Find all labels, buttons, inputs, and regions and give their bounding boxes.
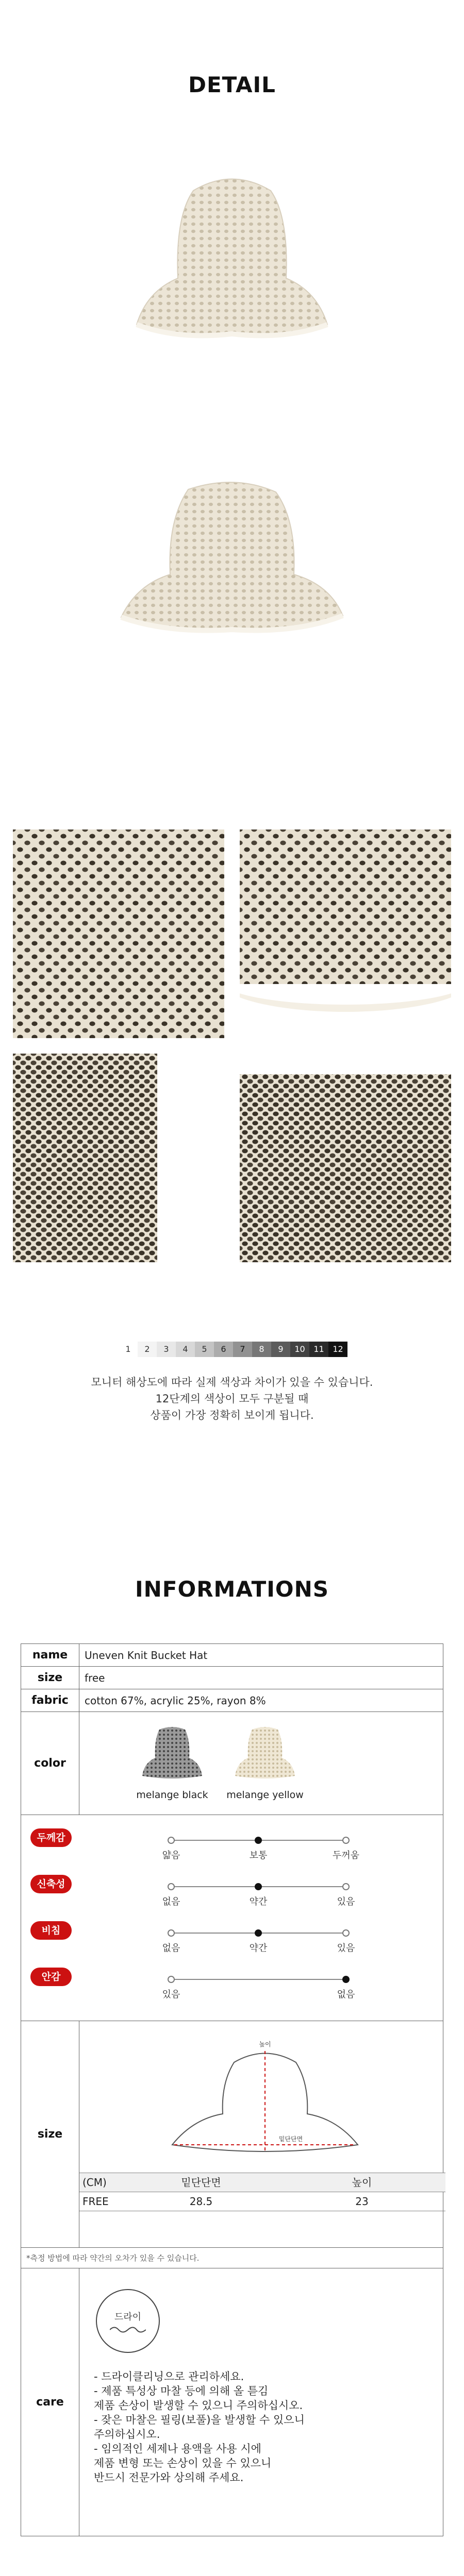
attr-thickness-level-2: 보통 (249, 1850, 268, 1861)
care-line: 반드시 전문가와 상의해 주세요. (94, 2471, 244, 2484)
knit-closeup-4 (240, 1054, 451, 1262)
knit-closeup-3 (13, 1054, 224, 1262)
attr-sheerness-level-1: 없음 (162, 1943, 180, 1954)
scale-step: 9 (271, 1342, 290, 1357)
size-cell (79, 2021, 443, 2248)
care-icon-text: 드라이 (114, 2312, 142, 2323)
size-footnote: *측정 방법에 따라 약간의 오차가 있을 수 있습니다. (21, 2248, 443, 2268)
attr-sheerness-pill: 비침 (30, 1921, 72, 1940)
scale-step: 8 (252, 1342, 271, 1357)
name-label: name (21, 1644, 79, 1667)
hat-angle-photo (116, 479, 348, 649)
attributes-cell (21, 1815, 443, 2021)
info-table (21, 1643, 443, 2536)
attr-thickness-pill: 두께감 (30, 1828, 72, 1847)
notice-line-1: 모니터 해상도에 따라 실제 색상과 차이가 있을 수 있습니다. (91, 1376, 373, 1388)
size-header-cm: (CM) (82, 2176, 107, 2189)
size-value-height: 23 (355, 2195, 369, 2208)
diagram-label-height: 높이 (259, 2041, 271, 2048)
care-line: 제품 손상이 발생할 수 있으니 주의하십시오. (94, 2399, 303, 2412)
size-table (79, 2173, 445, 2211)
color-name-1: melange black (136, 1789, 208, 1801)
dry-clean-icon (96, 2289, 160, 2353)
fabric-value: cotton 67%, acrylic 25%, rayon 8% (79, 1689, 443, 1712)
scale-step: 12 (328, 1342, 347, 1357)
scale-step: 3 (157, 1342, 176, 1357)
hat-size-diagram (167, 2042, 363, 2160)
scale-step: 5 (195, 1342, 214, 1357)
attr-sheerness-level-2: 약간 (249, 1943, 268, 1954)
attr-elasticity-level-2: 약간 (249, 1896, 268, 1907)
size-header-height: 높이 (352, 2176, 372, 2189)
informations-title: INFORMATIONS (135, 1577, 329, 1602)
size-value-width: 28.5 (189, 2195, 213, 2208)
color-name-2: melange yellow (226, 1789, 304, 1801)
scale-step: 11 (309, 1342, 328, 1357)
hat-front-photo (131, 170, 333, 355)
scale-step: 4 (176, 1342, 195, 1357)
care-label: care (21, 2268, 79, 2536)
diagram-label-width: 밑단단면 (278, 2136, 303, 2143)
attr-elasticity-level-3: 있음 (337, 1896, 355, 1907)
care-line: - 임의적인 세제나 용액을 사용 시에 (94, 2443, 261, 2455)
attr-lining-marker (342, 1976, 350, 1983)
detail-title: DETAIL (188, 72, 276, 97)
knit-closeup-2 (240, 829, 451, 1038)
knit-closeup-1 (13, 829, 224, 1038)
attr-lining-level-2: 없음 (337, 1989, 355, 2000)
care-line: 제품 변형 또는 손상이 있을 수 있으니 (94, 2457, 272, 2469)
name-value: Uneven Knit Bucket Hat (79, 1644, 443, 1667)
scale-step: 7 (233, 1342, 252, 1357)
notice-line-2: 12단계의 색상이 모두 구분될 때 (155, 1393, 309, 1405)
scale-step: 10 (290, 1342, 309, 1357)
size-row-label: size (21, 2021, 79, 2248)
fabric-label: fabric (21, 1689, 79, 1712)
scale-step: 2 (138, 1342, 157, 1357)
scale-step: 6 (214, 1342, 233, 1357)
attr-sheerness-marker (255, 1929, 262, 1937)
care-line: 주의하십시오. (94, 2428, 160, 2441)
size-value: free (79, 1667, 443, 1689)
color-scale (119, 1342, 347, 1357)
attr-elasticity-pill: 신축성 (30, 1875, 72, 1893)
swatch-melange-yellow (234, 1724, 296, 1781)
care-instructions (94, 2369, 424, 2485)
swatch-melange-black (141, 1724, 203, 1781)
attr-thickness-level-1: 얇음 (162, 1850, 180, 1861)
size-row-free: FREE (82, 2195, 109, 2208)
attr-elasticity-level-1: 없음 (162, 1896, 180, 1907)
attr-lining-level-1: 있음 (162, 1989, 180, 2000)
scale-step: 1 (119, 1342, 138, 1357)
attr-thickness-marker (255, 1837, 262, 1844)
attr-lining-pill: 안감 (30, 1968, 72, 1986)
size-label: size (21, 1667, 79, 1689)
color-label: color (21, 1712, 79, 1815)
care-line: - 잦은 마찰은 필링(보풀)을 발생할 수 있으니 (94, 2414, 305, 2426)
attr-elasticity-marker (255, 1883, 262, 1890)
size-header-width: 밑단단면 (181, 2176, 221, 2189)
attr-thickness-level-3: 두꺼움 (332, 1850, 360, 1861)
color-cell (79, 1712, 443, 1815)
attr-sheerness-level-3: 있음 (337, 1943, 355, 1954)
care-cell (79, 2268, 443, 2536)
care-line: - 드라이클리닝으로 관리하세요. (94, 2370, 244, 2383)
care-line: - 제품 특성상 마찰 등에 의해 올 튿김 (94, 2385, 269, 2397)
notice-line-3: 상품이 가장 정확히 보이게 됩니다. (150, 1409, 314, 1421)
